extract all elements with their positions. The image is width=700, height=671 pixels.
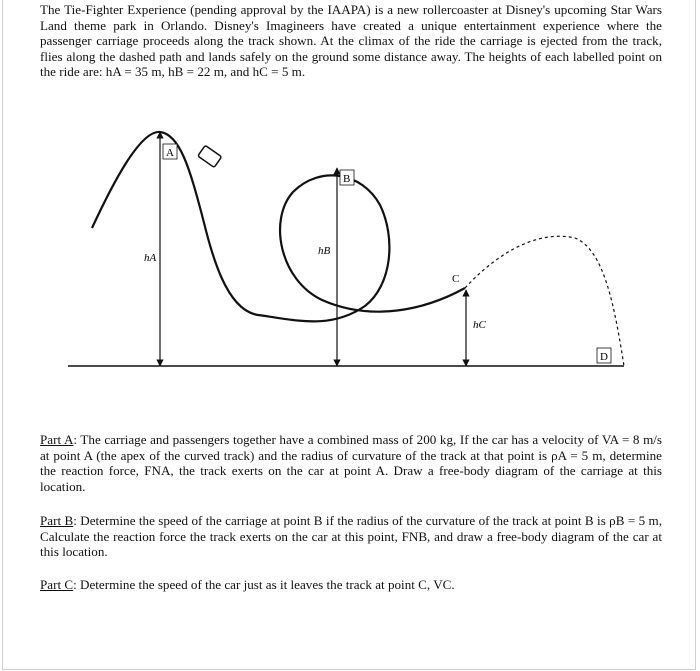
part-b-text: : Determine the speed of the carriage at point B if the radius of the curvature of the track at point B is ρB = 5 m, Calculate the reaction force the track exerts on the car at this point, FNB, and draw a free-body diagram of the car at this location. (40, 513, 662, 560)
problem-intro (40, 2, 662, 80)
label-a: A (166, 147, 174, 159)
flight-path (465, 236, 624, 366)
label-c: C (452, 273, 460, 285)
intro-text: The Tie-Fighter Experience (pending approval by the IAAPA) is a new rollercoaster at Disney's upcoming Star Wars Land theme park in Orlando. Disney's Imagineers have created a unique entertainment experience where the passenger carriage proceeds along the track shown. At the climax of the ride the carriage is ejected from the track, flies along the dashed path and lands safely on the ground some distance away. The heights of each labelled point on the ride are: (40, 2, 662, 80)
part-a-text: : The carriage and passengers together have a combined mass of 200 kg, If the car has a velocity of VA = 8 m/s at point A (the apex of the curved track) and the radius of curvature of the track at that point is ρA = 5 m, determine the reaction force, FNA, the track exerts on the car at point A. Draw a free-body diagram of the carriage at this location. (40, 432, 662, 494)
label-ha: hA (144, 252, 157, 264)
label-hc: hC (473, 319, 486, 331)
track-path (92, 132, 465, 321)
carriage-shape (198, 145, 222, 167)
height-b-value: hB = 22 m, and (168, 64, 253, 80)
label-d: D (600, 351, 608, 363)
part-a (40, 432, 662, 494)
label-hb: hB (318, 245, 331, 257)
height-c-value: hC = 5 m. (252, 64, 306, 80)
part-a-label: Part A (40, 432, 74, 447)
part-b (40, 513, 662, 560)
part-b-label: Part B (40, 513, 74, 528)
rollercoaster-diagram (0, 110, 700, 400)
part-c-label: Part C (40, 577, 74, 592)
label-b: B (343, 173, 351, 185)
part-c-text: : Determine the speed of the car just as it leaves the track at point C, VC. (73, 577, 455, 592)
height-a-value: hA = 35 m, (105, 64, 169, 80)
part-c (40, 577, 662, 593)
